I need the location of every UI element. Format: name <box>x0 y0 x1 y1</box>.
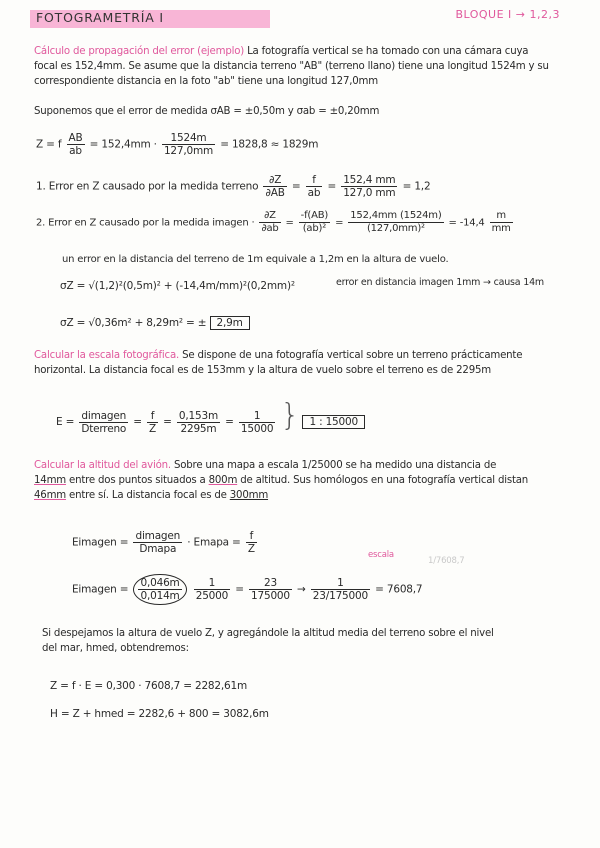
z-final-equation: Z = f · E = 0,300 · 7608,7 = 2282,61m <box>50 680 248 692</box>
error2-frac1 <box>259 210 280 235</box>
error1-frac3-num: 152,4 mm <box>343 174 396 186</box>
error2-equation <box>36 210 515 235</box>
eimagen-calc-frac3-den: 175000 <box>251 590 290 602</box>
section1-heading: Cálculo de propagación del error (ejemplo) <box>34 46 245 57</box>
eimagen-calc-frac2-den: 25000 <box>195 590 229 602</box>
section3-intro-1: Sobre una mapa a escala 1/25000 se ha medido una distancia de <box>170 460 497 471</box>
section3-intro-3b: entre sí. La distancia focal es de <box>66 490 230 501</box>
error1-frac1 <box>263 174 286 199</box>
section2-intro-2: horizontal. La distancia focal es de 153mm y la altura de vuelo sobre el terreno es de 2295m <box>34 365 491 376</box>
error1-frac2-den: ab <box>307 187 321 199</box>
z-equation <box>36 132 318 157</box>
eimagen-def-lhs: Eimagen = <box>72 536 129 549</box>
error2-frac2 <box>299 210 330 235</box>
scale-frac1 <box>79 410 128 435</box>
eimagen-calc-frac4 <box>311 577 370 602</box>
eimagen-def-den: Dmapa <box>133 542 182 555</box>
section2-heading: Calcular la escala fotográfica. <box>34 350 180 361</box>
scale-frac3-den: 2295m <box>177 422 220 435</box>
scale-eq3: = <box>163 416 172 428</box>
sigma-equation-2 <box>60 316 250 330</box>
error1-frac2 <box>306 174 323 199</box>
eimagen-calculation <box>72 574 422 605</box>
scale-frac4 <box>239 410 275 435</box>
bloque-label: BLOQUE I → 1,2,3 <box>455 8 560 21</box>
section3-intro-2c: 800m <box>208 475 238 486</box>
emapa-frac <box>246 530 257 555</box>
error2-text: 2. Error en Z causado por la medida imagen · <box>36 217 255 229</box>
error2-frac3 <box>348 210 443 235</box>
sigma-eq2-text: σZ = √0,36m² + 8,29m² = ± <box>60 317 207 329</box>
z-frac1-num: AB <box>68 132 83 144</box>
emapa-num: f <box>249 530 254 542</box>
scale-frac1-num: dimagen <box>81 409 127 422</box>
section2-intro <box>34 348 600 378</box>
scale-eq4: = <box>225 416 234 428</box>
z-frac2 <box>162 132 215 157</box>
z-frac2-den: 127,0mm <box>163 145 214 157</box>
eimagen-calc-frac3-num: 23 <box>263 577 277 589</box>
error1-equation <box>36 174 430 199</box>
section2-intro-1: Se dispone de una fotografía vertical sobre un terreno prácticamente <box>179 350 523 361</box>
sigma-equation-1: σZ = √(1,2)²(0,5m)² + (-14,4m/mm)²(0,2mm)² <box>60 280 295 292</box>
scale-result-box <box>302 415 365 429</box>
scale-lhs: E = <box>56 416 75 428</box>
eimagen-calc-frac1 <box>133 574 186 605</box>
error2-eq: = <box>285 217 294 229</box>
error1-frac3 <box>341 174 397 199</box>
error1-frac1-den: ∂AB <box>265 187 285 199</box>
eimagen-calc-frac2-num: 1 <box>208 577 216 589</box>
faint-note: 1/7608,7 <box>428 556 465 566</box>
page-title: FOTOGRAMETRÍA I <box>36 10 164 25</box>
error2-frac2-num: -f(AB) <box>300 210 329 221</box>
sigma-note: error en distancia imagen 1mm → causa 14m <box>336 277 544 288</box>
error2-frac3-num: 152,4mm (1524m) <box>350 210 442 221</box>
section3-intro-2d: de altitud. Sus homólogos en una fotografía vertical distan <box>237 475 529 486</box>
scale-frac4-den: 15000 <box>240 422 274 435</box>
eimagen-calc-frac1-num: 0,046m <box>140 577 180 589</box>
note-error-terrain: un error en la distancia del terreno de 1m equivale a 1,2m en la altura de vuelo. <box>62 254 449 265</box>
section3-intro-2a: 14mm <box>34 475 67 486</box>
eimagen-calc-eq: = <box>235 583 244 596</box>
eimagen-calc-frac4-num: 1 <box>337 577 344 589</box>
section1-intro-3: correspondiente distancia en la foto "ab" tiene una longitud 127,0mm <box>34 76 378 87</box>
scale-frac2-den: Z <box>149 422 157 435</box>
eimagen-calc-arrow: → <box>297 583 306 596</box>
section3-heading: Calcular la altitud del avión. <box>34 460 171 471</box>
z-mid: = 152,4mm · <box>89 138 157 151</box>
section3-intro <box>34 458 600 503</box>
error1-frac2-num: f <box>312 174 316 186</box>
z-result: = 1828,8 ≈ 1829m <box>220 138 319 151</box>
emapa-den: Z <box>247 543 255 555</box>
z-lhs: Z = f <box>36 138 62 151</box>
error2-eq3: = -14,4 <box>448 217 485 229</box>
eimagen-calc-result: = 7608,7 <box>375 583 423 596</box>
error1-eq: = <box>291 180 301 193</box>
error1-frac3-den: 127,0 mm <box>343 187 396 199</box>
scale-frac1-den: Dterreno <box>81 422 127 435</box>
scale-frac2 <box>147 410 158 435</box>
eimagen-def-frac <box>133 530 182 555</box>
eimagen-calc-frac3 <box>249 577 292 602</box>
scale-frac4-num: 1 <box>253 409 261 422</box>
eimagen-calc-frac1-den: 0,014m <box>140 590 180 602</box>
section1-intro-4: Suponemos que el error de medida σAB = ±0,50m y σab = ±0,20mm <box>34 106 380 117</box>
section3-note <box>42 626 600 656</box>
error2-eq2: = <box>335 217 344 229</box>
section3-intro-2b: entre dos puntos situados a <box>66 475 209 486</box>
z-frac1 <box>67 132 85 157</box>
error2-frac1-den: ∂ab <box>261 223 279 234</box>
eimagen-def-mid: · Emapa = <box>187 536 241 549</box>
section1-intro <box>34 44 594 89</box>
section3-intro-3c: 300mm <box>229 490 269 501</box>
scale-frac2-num: f <box>150 409 155 422</box>
eimagen-calc-frac4-den: 23/175000 <box>312 590 368 602</box>
error2-frac4 <box>490 210 513 235</box>
error2-frac1-num: ∂Z <box>264 210 276 221</box>
section3-note-1: Si despejamos la altura de vuelo Z, y agregándole la altitud media del terreno sobre el nivel <box>42 628 494 639</box>
section1-intro-2: focal es 152,4mm. Se asume que la distancia terreno "AB" (terreno llano) tiene una longitud 1524m y su <box>34 61 549 72</box>
escala-label: escala <box>368 550 394 560</box>
scale-brace: } <box>280 398 300 433</box>
z-frac2-num: 1524m <box>170 132 207 144</box>
section3-intro-3a: 46mm <box>34 490 67 501</box>
eimagen-calc-frac2 <box>194 577 230 602</box>
sigma-result: 2,9m <box>216 317 243 329</box>
section1-intro-1: La fotografía vertical se ha tomado con una cámara cuya <box>244 46 529 57</box>
eimagen-def-num: dimagen <box>135 530 181 542</box>
error1-eq2: = <box>327 180 337 193</box>
section3-note-2: del mar, hmed, obtendremos: <box>42 643 189 654</box>
error1-result: = 1,2 <box>402 180 431 193</box>
scale-equation <box>56 398 365 435</box>
sigma-result-box <box>210 316 250 330</box>
z-frac1-den: ab <box>67 144 85 157</box>
scale-eq2: = <box>133 416 142 428</box>
eimagen-calc-lhs: Eimagen = <box>72 583 129 596</box>
error2-frac2-den: (ab)² <box>299 222 330 235</box>
eimagen-definition <box>72 530 259 555</box>
h-final-equation: H = Z + hmed = 2282,6 + 800 = 3082,6m <box>50 708 269 720</box>
scale-result: 1 : 15000 <box>309 416 358 428</box>
scale-frac3 <box>177 410 220 435</box>
error1-text: 1. Error en Z causado por la medida terreno <box>36 180 259 193</box>
error2-frac3-den: (127,0mm)² <box>348 222 443 235</box>
error1-frac1-num: ∂Z <box>268 174 282 186</box>
error2-frac4-num: m <box>496 210 506 221</box>
error2-frac4-den: mm <box>491 223 511 234</box>
scale-frac3-num: 0,153m <box>178 409 219 422</box>
